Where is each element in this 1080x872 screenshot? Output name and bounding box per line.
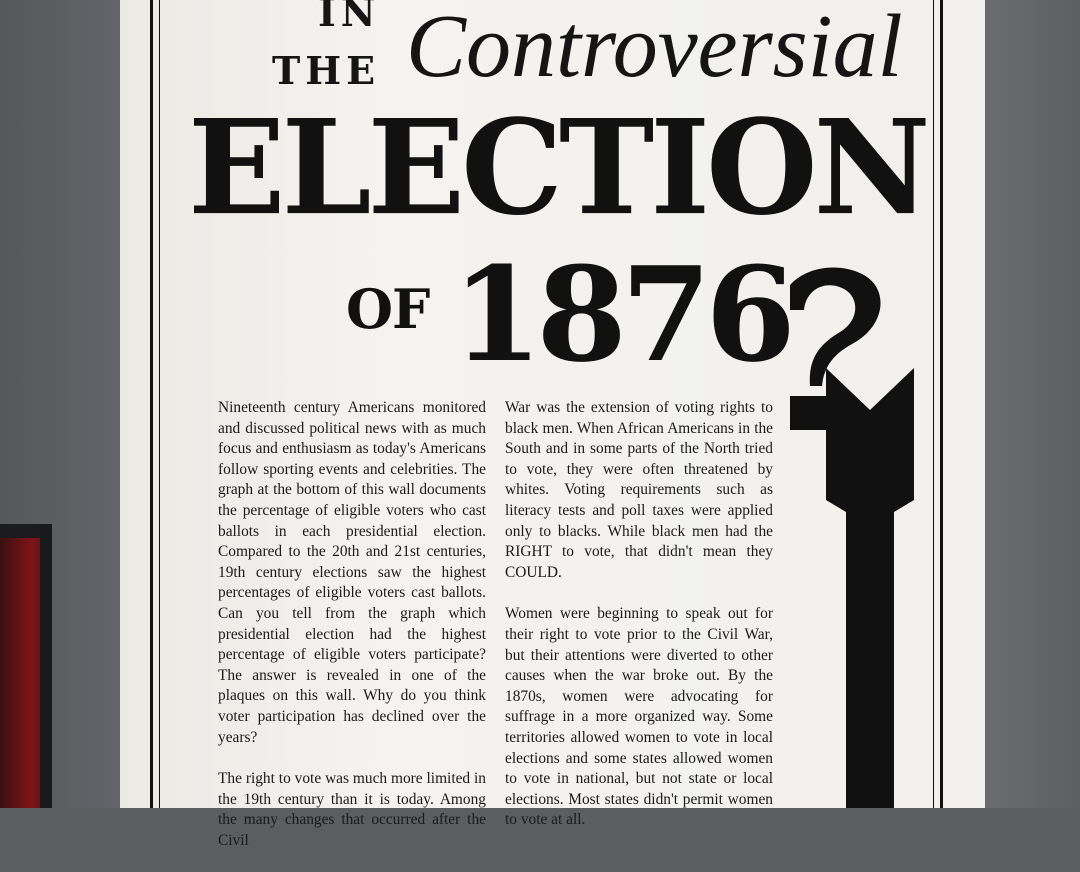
headline-in: IN: [318, 0, 381, 35]
border-rule-right-inner: [933, 0, 934, 808]
body-paragraph: Nineteenth century Americans monitored and discussed political news with as much focus and enthusiasm as today's Americans follow sporting events and celebrities. The graph at the bottom of this wall documents the percentage of eligible voters who cast ballots in each presidential election. Compared to the 20th and 21st centuries, 19th century elections saw the highest percentages of eligible voters cast ballots. Can you tell from the graph which presidential election had the highest percentage of eligible voters participate? The answer is revealed in one of the plaques on this wall. Why do you think voter participation has declined over the years?: [218, 399, 486, 746]
headline-year: 1876: [452, 238, 790, 391]
question-hook: [790, 267, 881, 386]
body-paragraph: Women were beginning to speak out for their right to vote prior to the Civil War, but their attentions were diverted to other causes when the war broke out. By the 1870s, women were advocating for suffrage in a more organized way. Some territories allowed women to vote in local elections and some states allowed women to vote in national, but not state or local elections. Most states didn't permit women to vote at all.: [505, 605, 773, 829]
body-column-left: [218, 398, 486, 872]
border-rule-left-outer: [150, 0, 153, 808]
headline-the: THE: [272, 48, 381, 93]
body-column-right: [505, 398, 773, 852]
question-mark-arrow-icon: [790, 262, 920, 808]
body-paragraph: The right to vote was much more limited in the 19th century than it is today. Among the many changes that occurred after the Civil: [218, 770, 486, 849]
body-paragraph: War was the extension of voting rights to black men. When African Americans in the South and in some parts of the North tried to vote, they were often threatened by whites. Voting requirements such as literacy tests and poll taxes were applied only to blacks. While black men had the RIGHT to vote, that didn't mean they COULD.: [505, 399, 773, 581]
headline-controversial: Controversial: [406, 0, 903, 96]
gallery-wall-right: [985, 0, 1080, 808]
question-dot: [790, 396, 826, 430]
headline-of: OF: [346, 277, 430, 341]
red-display-case: [0, 524, 52, 808]
headline-election: ELECTION: [188, 91, 927, 245]
border-rule-left-inner: [159, 0, 160, 808]
border-rule-right-outer: [940, 0, 943, 808]
arrow-shaft: [826, 368, 914, 808]
